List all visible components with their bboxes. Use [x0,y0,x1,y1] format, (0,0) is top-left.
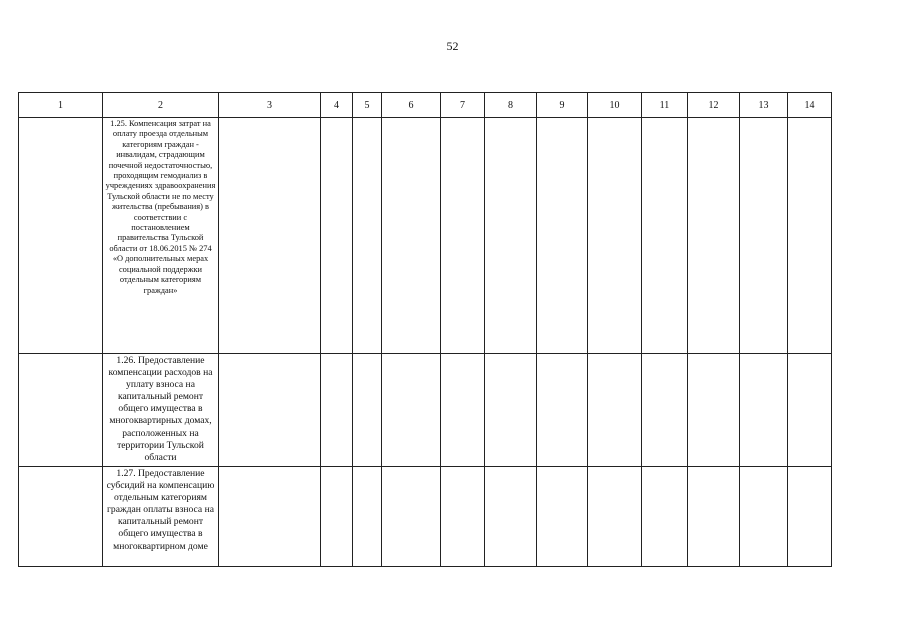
table-cell [219,118,321,354]
table-cell [19,354,103,467]
column-header: 11 [642,93,688,118]
table-row [19,118,832,354]
table-cell [441,118,485,354]
table-cell [788,118,832,354]
column-header: 10 [588,93,642,118]
table-cell [537,118,588,354]
column-header: 5 [353,93,382,118]
table-cell [353,467,382,567]
column-header: 4 [321,93,353,118]
table-cell [321,118,353,354]
table-cell [219,354,321,467]
table-cell [588,118,642,354]
column-header: 2 [103,93,219,118]
table-cell [688,467,740,567]
table-cell [353,118,382,354]
column-header: 9 [537,93,588,118]
table-cell [321,354,353,467]
column-header: 6 [382,93,441,118]
table-cell [382,354,441,467]
table-row [19,467,832,567]
column-header: 7 [441,93,485,118]
table-cell [537,467,588,567]
table-cell [688,118,740,354]
table-cell [642,467,688,567]
table-cell [788,354,832,467]
table-cell [740,118,788,354]
column-header: 1 [19,93,103,118]
table-cell [642,354,688,467]
page-number: 52 [446,39,459,53]
table-cell [19,467,103,567]
table-cell [19,118,103,354]
table-cell [485,118,537,354]
table-cell [537,354,588,467]
table-cell [588,354,642,467]
table-cell [740,354,788,467]
data-table [18,92,832,567]
table-cell [485,354,537,467]
table-row [19,354,832,467]
table-cell [788,467,832,567]
table-cell [382,118,441,354]
table-cell [688,354,740,467]
table-cell [740,467,788,567]
table-cell [588,467,642,567]
column-header: 8 [485,93,537,118]
row-description: 1.26. Предоставление компенсации расходов на уплату взноса на капитальный ремонт общего имущества в многоквартирных домах, расположенных на территории Тульской области [103,354,219,467]
table-cell [441,467,485,567]
column-header: 12 [688,93,740,118]
table-cell [219,467,321,567]
row-description: 1.25. Компенсация затрат на оплату проезда отдельным категориям граждан - инвалидам, страдающим почечной недостаточностью, проходящим гемодиализ в учреждениях здравоохранения Тульской области не по месту жительства (пребывания) в соответствии с постановлением правительства Тульской области от 18.06.2015 № 274 «О дополнительных мерах социальной поддержки отдельным категориям граждан» [103,118,219,354]
column-header: 13 [740,93,788,118]
table-cell [485,467,537,567]
column-header: 3 [219,93,321,118]
table-cell [353,354,382,467]
table-cell [382,467,441,567]
table-cell [441,354,485,467]
table-cell [321,467,353,567]
table-cell [642,118,688,354]
row-description: 1.27. Предоставление субсидий на компенсацию отдельным категориям граждан оплаты взноса на капитальный ремонт общего имущества в многоквартирном доме [103,467,219,567]
column-header-row [19,93,832,118]
column-header: 14 [788,93,832,118]
